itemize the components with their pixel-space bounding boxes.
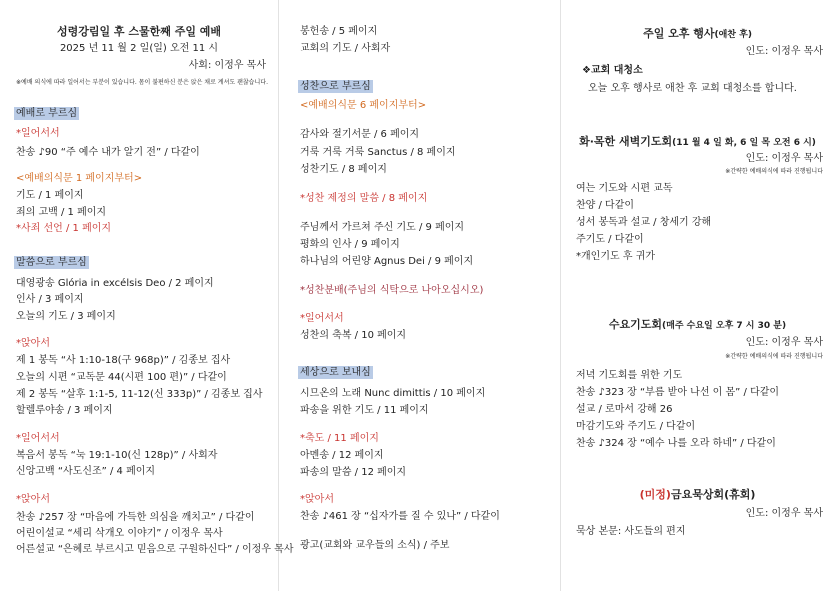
dawn-prayer-title: 화·목한 새벽기도회(11 월 4 일 화, 6 일 목 오전 6 시) (579, 135, 816, 148)
liturgy-reference: <예배의식문 6 페이지부터> (300, 100, 427, 111)
nunc-dimittis-line: 시므온의 노래 Nunc dimittis / 10 페이지 (300, 388, 486, 399)
absolution-line: *사죄 선언 / 1 페이지 (16, 223, 112, 234)
thanks-line: 감사와 절기서문 / 6 페이지 (300, 129, 420, 140)
dawn-leader: 인도: 이정우 목사 (745, 153, 823, 164)
wednesday-item: 찬송 ♪324 장 “예수 나를 오라 하네” / 다같이 (576, 438, 776, 449)
hymn-line: 찬송 ♪461 장 “십자가를 질 수 있나” / 다같이 (300, 511, 500, 522)
greeting-line: 인사 / 3 페이지 (16, 294, 84, 305)
wednesday-prayer-title: 수요기도회(매주 수요일 오후 7 시 30 분) (608, 318, 787, 331)
service-title: 성령강림일 후 스물한째 주일 예배 (56, 25, 222, 38)
cleaning-desc: 오늘 오후 행사로 애찬 후 교회 대청소를 합니다. (588, 83, 797, 94)
psalm-line: 오늘의 시편 “교독문 44(시편 100 편)” / 다같이 (16, 372, 227, 383)
sermon-line: 어른설교 “은혜로 부르시고 믿음으로 구원하신다” / 이정우 목사 (16, 544, 294, 555)
stand-instruction: *일어서서 (16, 128, 60, 139)
friday-leader: 인도: 이정우 목사 (745, 508, 823, 519)
afternoon-leader: 인도: 이정우 목사 (745, 46, 823, 57)
section-header-sending: 세상으로 보내심 (300, 367, 371, 378)
wednesday-note: ※간략한 예배의식에 따라 진행됩니다 (725, 353, 823, 360)
column-middle (278, 0, 560, 591)
alleluia-line: 할렐루야송 / 3 페이지 (16, 405, 113, 416)
column-right (560, 0, 835, 591)
section-header-word: 말씀으로 부르심 (16, 257, 87, 268)
dawn-note: ※간략한 예배의식에 따라 진행됩니다 (725, 168, 823, 175)
first-reading-line: 제 1 봉독 “사 1:10-18(구 968p)” / 김종보 집사 (16, 355, 231, 366)
dawn-item: *개인기도 후 귀가 (576, 251, 655, 262)
wednesday-item: 마감기도와 주기도 / 다같이 (576, 421, 696, 432)
liturgy-reference: <예배의식문 1 페이지부터> (16, 173, 143, 184)
words-of-institution-line: *성찬 제정의 말씀 / 8 페이지 (300, 193, 428, 204)
second-reading-line: 제 2 봉독 “살후 1:1-5, 11-12(신 333p)” / 김종보 집사 (16, 389, 263, 400)
wednesday-item: 설교 / 로마서 강해 26 (576, 404, 673, 415)
lords-prayer-line: 주님께서 가르쳐 주신 기도 / 9 페이지 (300, 222, 465, 233)
confession-line: 죄의 고백 / 1 페이지 (16, 207, 107, 218)
cleaning-title: ❖교회 대청소 (582, 65, 643, 76)
church-prayer-line: 교회의 기도 / 사회자 (300, 43, 391, 54)
sit-instruction: *앉아서 (16, 494, 50, 505)
service-officiant: 사회: 이정우 목사 (188, 60, 266, 71)
announcements-line: 광고(교회와 교우들의 소식) / 주보 (300, 540, 450, 551)
stand-instruction: *일어서서 (16, 433, 60, 444)
wednesday-item: 저녁 기도회를 위한 기도 (576, 370, 683, 381)
eucharistic-prayer-line: 성찬기도 / 8 페이지 (300, 164, 387, 175)
amen-line: 아멘송 / 12 페이지 (300, 450, 384, 461)
dawn-item: 찬양 / 다같이 (576, 200, 635, 211)
dawn-item: 주기도 / 다같이 (576, 234, 644, 245)
hymn-line: 찬송 ♪257 장 “마음에 가득한 의심을 깨치고” / 다같이 (16, 512, 255, 523)
sit-instruction: *앉아서 (16, 338, 50, 349)
column-left (0, 0, 294, 591)
collect-line: 오늘의 기도 / 3 페이지 (16, 311, 116, 322)
distribution-line: *성찬분배(주님의 식탁으로 나아오십시오) (300, 285, 484, 296)
gospel-line: 복음서 봉독 “눅 19:1-10(신 128p)” / 사회자 (16, 450, 218, 461)
hymn-line: 찬송 ♪90 “주 예수 내가 알기 전” / 다같이 (16, 147, 200, 158)
service-date: 2025 년 11 월 2 일(일) 오전 11 시 (59, 43, 219, 54)
afternoon-title: 주일 오후 행사(애찬 후) (643, 27, 752, 40)
wednesday-item: 찬송 ♪323 장 “부름 받아 나선 이 몸” / 다같이 (576, 387, 780, 398)
blessing-line: 성찬의 축복 / 10 페이지 (300, 330, 407, 341)
dawn-item: 성서 봉독과 설교 / 창세기 강해 (576, 217, 712, 228)
friday-text: 묵상 본문: 사도들의 편지 (576, 526, 686, 537)
sanctus-line: 거룩 거룩 거룩 Sanctus / 8 페이지 (300, 147, 456, 158)
wednesday-leader: 인도: 이정우 목사 (745, 337, 823, 348)
dawn-item: 여는 기도와 시편 교독 (576, 183, 673, 194)
sit-instruction: *앉아서 (300, 494, 334, 505)
section-header-call-to-worship: 예배로 부르심 (16, 108, 78, 119)
agnus-dei-line: 하나님의 어린양 Agnus Dei / 9 페이지 (300, 256, 474, 267)
prayer-line: 기도 / 1 페이지 (16, 190, 84, 201)
offertory-line: 봉헌송 / 5 페이지 (300, 26, 378, 37)
sending-words-line: 파송의 말씀 / 12 페이지 (300, 467, 407, 478)
peace-line: 평화의 인사 / 9 페이지 (300, 239, 400, 250)
benediction-line: *축도 / 11 페이지 (300, 433, 379, 444)
gloria-line: 대영광송 Glória in excélsis Deo / 2 페이지 (16, 278, 214, 289)
stand-instruction: *일어서서 (300, 313, 344, 324)
children-sermon-line: 어린이설교 “세리 삭개오 이야기” / 이정우 목사 (16, 528, 223, 539)
service-note: ※예배 의식에 따라 일어서는 부분이 있습니다. 몸이 불편하신 분은 앉은 채로 계셔도 괜찮습니다. (16, 79, 268, 86)
sending-prayer-line: 파송을 위한 기도 / 11 페이지 (300, 405, 429, 416)
creed-line: 신앙고백 “사도신조” / 4 페이지 (16, 466, 156, 477)
section-header-eucharist: 성찬으로 부르심 (300, 81, 371, 92)
friday-meditation-title: (미정)금요묵상회(휴회) (639, 488, 756, 501)
